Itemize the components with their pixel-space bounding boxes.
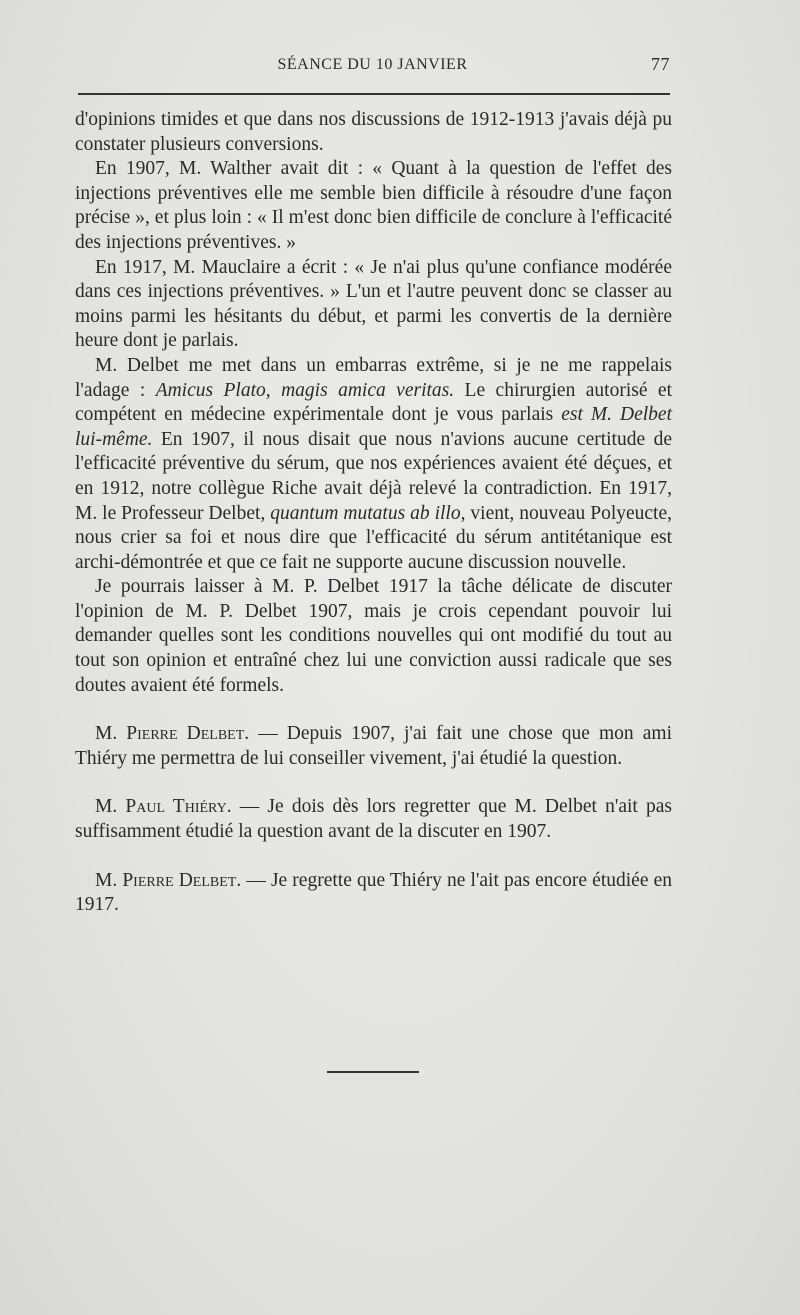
paragraph-conclusion: Je pourrais laisser à M. P. Delbet 1917 la tâche délicate de discuter l'opinion de M. P. Delbet 1907, mais je crois cependant pouvoir lui demander quelles sont les conditions nouvelles qui ont modifié du tout au tout son opinion et entraîné chez lui une conviction aussi radicale que ses doutes avaient été formels. bbox=[75, 576, 672, 696]
section-gap bbox=[75, 698, 672, 722]
page-header bbox=[75, 52, 670, 78]
section-gap bbox=[75, 845, 672, 869]
latin-quote: Amicus Plato, magis amica veritas. bbox=[155, 379, 455, 401]
paragraph-mauclaire: En 1917, M. Mauclaire a écrit : « Je n'ai plus qu'une confiance modérée dans ces injections préventives. » L'un et l'autre peuvent donc se classer au moins parmi les hésitants du début, et parmi les convertis de la dernière heure dont je parlais. bbox=[75, 256, 672, 352]
speaker-prefix: M. bbox=[95, 723, 127, 745]
speaker-prefix: M. bbox=[95, 869, 123, 891]
exchange-entry bbox=[75, 795, 672, 844]
exchange-entry bbox=[75, 722, 672, 771]
exchange-text: — Je dois dès lors regretter que M. Delbet n'ait pas suffisamment étudié la question avant de la discuter en 1907. bbox=[75, 796, 672, 843]
speaker-name: Pierre Delbet. bbox=[122, 869, 242, 891]
paragraph-walther: En 1907, M. Walther avait dit : « Quant à la question de l'effet des injections préventives elle me semble bien difficile à résoudre d'une façon précise », et plus loin : « Il m'est donc bien difficile de conclure à l'efficacité des injections préventives. » bbox=[75, 158, 672, 253]
page-number: 77 bbox=[651, 54, 670, 74]
speaker-prefix: M. bbox=[95, 796, 126, 818]
text-run: , vient, nouveau Polyeucte, nous crier sa foi et nous dire que l'efficacité du sérum antitétanique est archi-démontrée et que ce fait ne supporte aucune discussion nouvelle. bbox=[75, 502, 673, 573]
latin-quote: quantum mutatus ab illo bbox=[270, 502, 461, 524]
section-gap bbox=[75, 771, 672, 795]
exchange-entry bbox=[75, 869, 672, 918]
body-text bbox=[75, 108, 672, 918]
exchange-text: — Je regrette que Thiéry ne l'ait pas encore étudiée en 1917. bbox=[75, 869, 672, 916]
italic-phrase: est M. Delbet lui-même. bbox=[75, 404, 673, 450]
paragraph-delbet bbox=[75, 354, 672, 575]
speaker-name: Pierre Delbet. bbox=[126, 723, 250, 745]
running-title: SÉANCE DU 10 JANVIER bbox=[277, 56, 468, 73]
paragraph-continuation: d'opinions timides et que dans nos discussions de 1912-1913 j'avais déjà pu constater plusieurs conversions. bbox=[75, 109, 672, 155]
exchange-text: — Depuis 1907, j'ai fait une chose que mon ami Thiéry me permettra de lui conseiller vivement, j'ai étudié la question. bbox=[75, 723, 672, 769]
text-run: Le chirurgien autorisé et compétent en médecine expérimentale dont je vous parlais bbox=[75, 379, 672, 426]
speaker-name: Paul Thiéry. bbox=[125, 796, 232, 818]
header-rule bbox=[78, 93, 670, 95]
text-run: En 1907, il nous disait que nous n'avions aucune certitude de l'efficacité préventive du sérum, que nos expériences avaient été déçues, et en 1912, notre collègue Riche avait déjà relevé la contradiction. En 1917, M. le Professeur Delbet, bbox=[75, 428, 672, 524]
text-run: M. Delbet me met dans un embarras extrême, si je ne me rappelais l'adage : bbox=[75, 354, 672, 401]
closing-rule bbox=[327, 1071, 419, 1073]
